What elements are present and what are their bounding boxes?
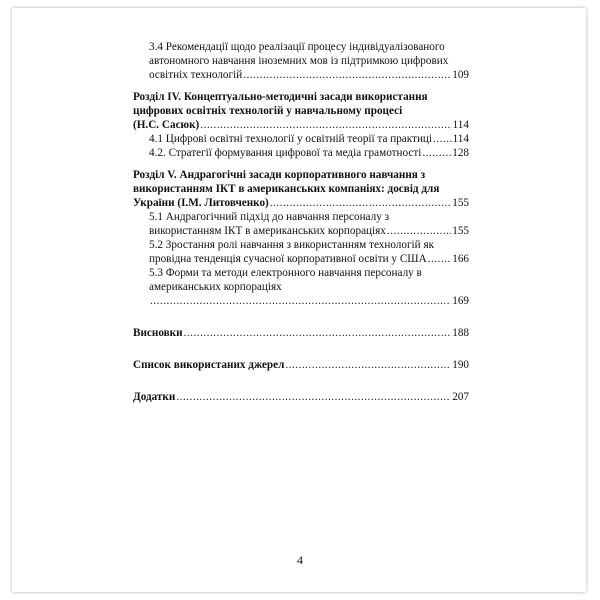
toc-entry-title: Висновки <box>133 327 183 339</box>
dot-leader <box>387 224 451 238</box>
toc-entry-line: використанням ІКТ в американських корпораціях <box>149 225 386 237</box>
toc-page-number: 169 <box>452 295 469 307</box>
toc-entry-line: освітніх технологій <box>149 69 243 81</box>
toc-entry-line: 3.4 Рекомендації щодо реалізації процесу індивідуалізованого <box>149 41 445 53</box>
toc-entry-line: автономного навчання іноземних мов із підтримкою цифрових <box>149 55 449 67</box>
toc-page-number: 109 <box>452 69 469 81</box>
toc-page-number: 114 <box>452 119 469 131</box>
toc-section-title-line: Розділ V. Андрагогічні засади корпоративного навчання з <box>133 169 426 181</box>
toc-appendices[interactable] <box>133 390 469 404</box>
toc-entry-4-1[interactable] <box>133 132 469 146</box>
dot-leader <box>270 196 451 210</box>
toc-page-number: 114 <box>452 133 469 145</box>
toc-entry-line: 5.3 Форми та методи електронного навчання персоналу в <box>149 267 422 279</box>
toc-entry-title: Додатки <box>133 391 176 403</box>
toc-entry-line: провідна тенденція сучасної корпоративної освіти у США <box>149 253 427 265</box>
page-number: 4 <box>297 553 303 567</box>
dot-leader <box>243 68 451 82</box>
toc-entry-line: американських корпораціях <box>149 281 282 293</box>
dot-leader <box>176 390 451 404</box>
toc-page-number: 188 <box>452 327 469 339</box>
toc-page-number: 166 <box>452 253 469 265</box>
dot-leader <box>200 118 451 132</box>
toc-entry-4-2[interactable] <box>133 146 469 160</box>
toc-entry-3-4[interactable] <box>133 40 469 82</box>
dot-leader <box>285 358 451 372</box>
toc-entry-5-2[interactable] <box>133 238 469 266</box>
toc-entry-line: 5.1 Андрагогічний підхід до навчання персоналу з <box>149 211 390 223</box>
toc-section-author: (Н.С. Сасюк) <box>133 119 200 131</box>
toc-entry-5-1[interactable] <box>133 210 469 238</box>
toc-page-number: 128 <box>452 147 469 159</box>
toc-page-number: 190 <box>452 359 469 371</box>
dot-leader <box>184 326 452 340</box>
toc-section-5[interactable] <box>133 168 469 210</box>
toc-section-title-line: Розділ IV. Концептуально-методичні засади використання <box>133 91 428 103</box>
toc-conclusions[interactable] <box>133 326 469 340</box>
toc-section-title-line: використанням ІКТ в американських компаніях: досвід для <box>133 183 440 195</box>
toc-page-number: 155 <box>452 225 469 237</box>
toc-section-author: України (І.М. Литовченко) <box>133 197 269 209</box>
toc-section-title-line: цифрових освітніх технологій у навчальному процесі <box>133 105 403 117</box>
dot-leader <box>422 146 451 160</box>
toc-entry-line: 4.1 Цифрові освітні технології у освітній теорії та практиці <box>149 133 433 145</box>
table-of-contents <box>133 40 469 404</box>
dot-leader <box>433 132 452 146</box>
toc-entry-line: 5.2 Зростання ролі навчання з використанням технологій як <box>149 239 435 251</box>
dot-leader <box>150 294 451 308</box>
toc-entry-title: Список використаних джерел <box>133 359 285 371</box>
dot-leader <box>428 252 452 266</box>
toc-references[interactable] <box>133 358 469 372</box>
toc-entry-line: 4.2. Стратегії формування цифрової та медіа грамотності <box>149 147 422 159</box>
toc-page-number: 155 <box>452 197 469 209</box>
toc-section-4[interactable] <box>133 90 469 132</box>
toc-page-number: 207 <box>452 391 469 403</box>
toc-entry-5-3[interactable] <box>133 266 469 308</box>
